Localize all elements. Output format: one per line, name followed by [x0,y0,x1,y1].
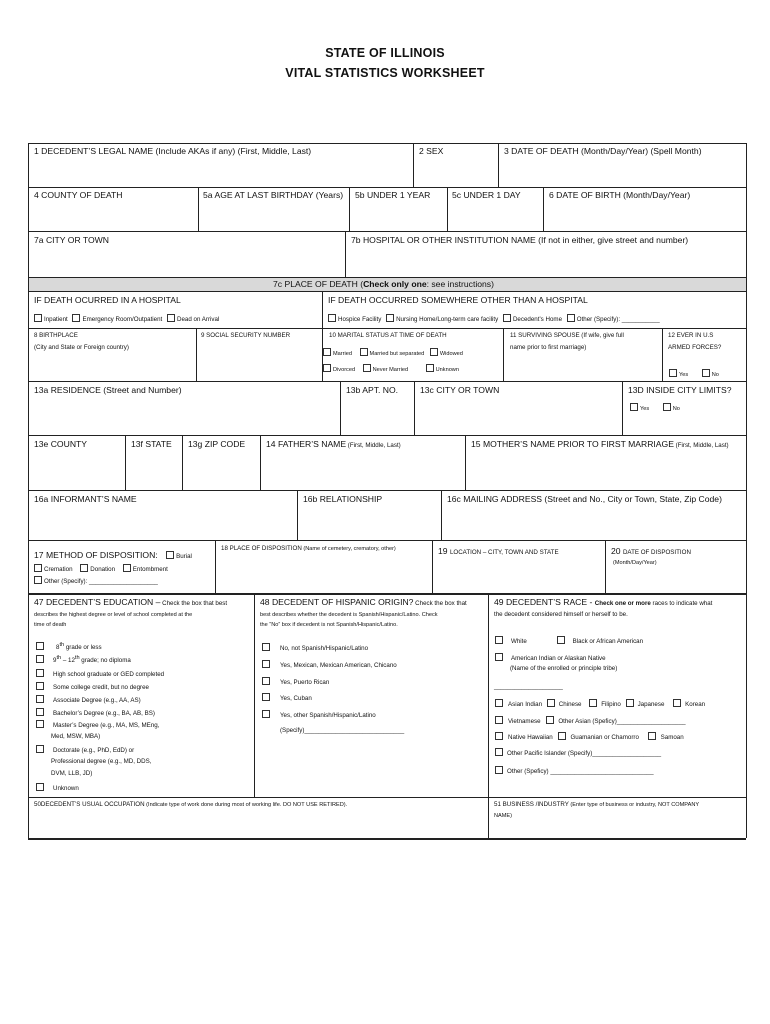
rule [215,540,216,593]
rule [254,593,255,797]
field-51-label: 51 BUSINESS /INDUSTRY [494,801,569,808]
field-13e-county[interactable]: 13e COUNTY [34,439,88,449]
field-13a-residence[interactable]: 13a RESIDENCE (Street and Number) [34,385,182,395]
opt-no[interactable] [663,406,680,412]
opt-label: Other (Speficy) ______________________________ [507,768,654,775]
edu-opt-master-cont: Med, MSW, MBA) [51,733,101,740]
opt-divorced[interactable] [323,367,355,373]
hospital-heading: IF DEATH OCURRED IN A HOSPITAL [34,295,181,305]
field-12-armed-forces-line2: ARMED FORCES? [668,344,722,351]
opt-label: Asian Indian [508,701,543,708]
rule [605,540,606,593]
race-opt-american-indian[interactable] [495,653,606,662]
opt-label: Unknown [53,785,79,792]
checkbox[interactable] [495,653,503,661]
checkbox[interactable] [167,314,175,322]
edu-opt-high-school[interactable] [36,669,164,678]
field-5b-under-1-year[interactable]: 5b UNDER 1 YEAR [355,190,431,200]
opt-yes[interactable] [669,372,688,378]
opt-label: Japanese [637,701,665,708]
checkbox[interactable] [669,369,677,377]
field-14-fathers-name[interactable] [266,439,401,449]
opt-label: Dead on Arrival [177,316,220,323]
checkbox[interactable] [262,660,270,668]
checkbox[interactable] [495,699,503,707]
opt-label: Divorced [333,367,356,373]
rule [28,797,746,798]
rule [182,435,183,490]
opt-never-married[interactable] [363,367,408,373]
checkbox[interactable] [34,564,42,572]
hisp-opt-mexican[interactable] [262,660,397,669]
edu-heading-hint: Check the box that best [160,600,228,607]
field-10-marital-status: 10 MARITAL STATUS AT TIME OF DEATH [329,332,447,339]
rule [349,187,350,231]
opt-label: Native Hawaiian [508,734,553,741]
checkbox[interactable] [386,314,394,322]
opt-label: High school graduate or GED completed [53,671,165,678]
opt-label: Black or African American [572,638,644,645]
checkbox[interactable] [166,551,174,559]
opt-label: Decedent’s Home [512,316,563,323]
non-hospital-options [328,314,660,323]
opt-decedents-home[interactable] [503,316,562,323]
race-opt-japanese[interactable] [626,701,665,708]
checkbox[interactable] [630,403,638,411]
opt-label: Other Asian (Speficy)____________________ [558,718,686,725]
opt-label: Other (Specify): ___________ [576,316,660,323]
field-8-birthplace-hint: (City and State or Foreign country) [34,344,129,351]
opt-sup: th [56,655,62,661]
field-50-hint: (Indicate type of work done during most of working life. DO NOT USE RETIRED). [144,802,348,808]
edu-opt-9-12-grade[interactable] [36,655,131,665]
race-opt-filipino[interactable] [589,701,621,708]
checkbox[interactable] [262,693,270,701]
checkbox[interactable] [558,732,566,740]
checkbox[interactable] [546,716,554,724]
hisp-opt-other[interactable] [262,710,376,719]
opt-hospice[interactable] [328,316,381,323]
field-47-education-heading [34,597,227,607]
rule [543,187,544,231]
field-8-birthplace[interactable]: 8 BIRTHPLACE [34,332,78,339]
checkbox[interactable] [495,636,503,644]
rule [28,540,746,541]
field-20-format: (Month/Day/Year) [613,560,657,566]
race-row-asian [495,699,705,708]
hisp-heading-hint: Check the box that [413,600,467,607]
opt-cremation[interactable] [34,566,73,573]
non-hospital-heading: IF DEATH OCCURRED SOMEWHERE OTHER THAN A HOSPITAL [328,295,588,305]
checkbox[interactable] [648,732,656,740]
opt-sup: th [59,642,65,648]
field-16a-informant-name[interactable]: 16a INFORMANT’S NAME [34,494,137,504]
field-5a-age[interactable]: 5a AGE AT LAST BIRTHDAY (Years) [203,190,344,200]
rule [622,381,623,435]
race-tribe-hint: (Name of the enrolled or principle tribe) [510,665,618,672]
field-2-sex[interactable]: 2 SEX [419,146,444,156]
opt-dead-on-arrival[interactable] [167,316,219,323]
rule [28,143,746,144]
opt-label: grade or less [64,644,102,652]
field-9-ssn[interactable]: 9 SOCIAL SECURITY NUMBER [201,332,291,339]
field-4-county-of-death[interactable]: 4 COUNTY OF DEATH [34,190,123,200]
rule [503,328,504,381]
checkbox[interactable] [80,564,88,572]
hisp-heading-label: 48 DECEDENT OF HISPANIC ORIGIN? [260,597,414,607]
checkbox[interactable] [503,314,511,322]
form-title-state: STATE OF ILLINOIS [325,46,445,60]
edu-description-1: describes the highest degree or level of school completed at the [34,612,193,618]
rule [28,838,746,840]
hisp-opt-no[interactable] [262,643,368,652]
edu-opt-master[interactable] [36,720,159,729]
race-heading-check: Check one or more [594,600,651,607]
checkbox[interactable] [72,314,80,322]
opt-label: Bachelor’s Degree (e.g., BA, AB, BS) [53,710,155,717]
opt-label: Widowed [439,351,463,357]
rule [465,435,466,490]
field-50-usual-occupation[interactable] [34,801,347,809]
race-opt-white[interactable] [495,638,527,645]
field-17-label: 17 METHOD OF DISPOSITION: [34,550,158,560]
armed-forces-options [669,369,719,379]
opt-label: – 12 [61,657,75,665]
rule [28,490,746,491]
opt-label: No [711,372,719,378]
race-opt-guamanian[interactable] [558,734,638,741]
checkbox[interactable] [262,710,270,718]
opt-emergency-room[interactable] [72,316,162,323]
race-opt-other[interactable] [495,766,654,775]
rule [345,231,346,277]
checkbox[interactable] [495,716,503,724]
rule [498,143,499,187]
city-limits-options [630,403,680,413]
opt-label: American Indian or Alaskan Native [511,655,606,662]
opt-unknown[interactable] [426,367,459,373]
field-3-date-of-death[interactable]: 3 DATE OF DEATH (Month/Day/Year) (Spell Month) [504,146,702,156]
race-row-pacific [495,732,684,741]
field-51-hint: (Enter type of business or industry, NOT COMPANY [568,802,700,808]
checkbox[interactable] [702,369,710,377]
checkbox[interactable] [34,576,42,584]
field-50-label: 50DECEDENT’S USUAL OCCUPATION [34,801,145,808]
opt-label: Donation [90,566,116,573]
opt-label: Unknown [435,367,459,373]
rule [28,143,29,838]
opt-label: Hospice Facility [338,316,382,323]
field-13f-state[interactable]: 13f STATE [131,439,172,449]
field-11-surviving-spouse-hint: name prior to first marriage) [510,344,587,351]
edu-opt-8th-grade[interactable] [36,642,102,652]
opt-label: Korean [685,701,706,708]
opt-label: Filipino [601,701,621,708]
rule [322,291,323,328]
checkbox[interactable] [34,314,42,322]
field-19-location[interactable] [438,546,559,556]
checkbox[interactable] [36,720,44,728]
checkbox[interactable] [323,364,331,372]
hisp-specify-line[interactable]: (Specify)_____________________________ [280,727,405,734]
opt-label: grade; no diploma [79,657,131,665]
checkbox[interactable] [360,348,368,356]
race-opt-samoan[interactable] [648,734,684,741]
checkbox[interactable] [262,643,270,651]
rule [662,328,663,381]
opt-married[interactable] [323,351,352,357]
checkbox[interactable] [36,655,44,663]
opt-label: Entombment [132,566,168,573]
field-14-hint: (First, Middle, Last) [346,442,401,449]
field-5c-under-1-day[interactable]: 5c UNDER 1 DAY [452,190,521,200]
opt-label: Married [333,351,352,357]
disposition-options-row [34,564,168,573]
field-18-place-of-disposition[interactable] [221,545,396,553]
field-49-race-heading [494,597,712,607]
marital-row-2 [323,364,459,374]
marital-row-1 [323,348,463,358]
rule [746,143,747,838]
opt-entombment[interactable] [123,566,168,573]
race-row-white-black [495,636,643,645]
hisp-opt-puerto-rican[interactable] [262,677,329,686]
race-opt-chinese[interactable] [547,701,582,708]
rule [28,277,746,278]
opt-label: Master’s Degree (e.g., MA, MS, MEng, [53,722,160,729]
edu-opt-some-college[interactable] [36,682,149,691]
field-7b-hospital[interactable]: 7b HOSPITAL OR OTHER INSTITUTION NAME (If not in either, give street and number) [351,235,689,245]
opt-label: White [511,638,527,645]
opt-yes[interactable] [630,406,649,412]
rule [125,435,126,490]
field-15-label: 15 MOTHER’S NAME PRIOR TO FIRST MARRIAGE [471,439,674,449]
checkbox[interactable] [495,732,503,740]
field-1-decedent-legal-name[interactable]: 1 DECEDENT’S LEGAL NAME (Include AKAs if any) (First, Middle, Last) [34,146,312,156]
field-6-date-of-birth[interactable]: 6 DATE OF BIRTH (Month/Day/Year) [549,190,691,200]
opt-label: Cremation [44,566,73,573]
checkbox[interactable] [36,682,44,690]
opt-label: Doctorate (e.g., PhD, EdD) or [53,747,135,754]
hisp-description-1: best describes whether the decedent is Spanish/Hispanic/Latino. Check [260,612,438,618]
opt-label: Yes, other Spanish/Hispanic/Latino [280,712,376,719]
opt-label: Married but separated [369,351,425,357]
opt-label: Samoan [660,734,684,741]
hospital-options [34,314,219,323]
opt-married-separated[interactable] [360,351,425,357]
opt-other-specify[interactable] [567,316,660,323]
opt-label: Yes, Mexican, Mexican American, Chicano [280,662,397,669]
opt-label: Associate Degree (e.g., AA, AS) [53,697,141,704]
place-pre: 7c PLACE OF DEATH ( [273,279,364,289]
hisp-opt-cuban[interactable] [262,693,312,702]
rule [28,231,746,232]
field-15-mothers-name[interactable] [471,439,729,449]
checkbox[interactable] [36,708,44,716]
opt-label: Yes [679,372,689,378]
opt-label: 8 [56,644,60,652]
rule [260,435,261,490]
opt-label: Guamanian or Chamorro [570,734,639,741]
field-13d-inside-city-limits: 13D INSIDE CITY LIMITS? [628,385,732,395]
field-20-hint: DATE OF DISPOSITION [622,549,691,556]
opt-label: No [672,406,680,412]
opt-label: 9 [53,657,57,665]
opt-label: Inpatient [44,316,68,323]
checkbox[interactable] [547,699,555,707]
rule [28,593,746,595]
checkbox[interactable] [36,669,44,677]
field-17-method-of-disposition [34,550,192,560]
field-14-label: 14 FATHER’S NAME [266,439,347,449]
rule [447,187,448,231]
edu-heading-label: 47 DECEDENT’S EDUCATION – [34,597,161,607]
rule [413,143,414,187]
opt-other-disposition[interactable] [34,576,158,585]
field-16c-mailing-address[interactable]: 16c MAILING ADDRESS (Street and No., City or Town, State, Zip Code) [447,494,722,504]
race-opt-other-asian[interactable] [546,718,685,725]
form-title-worksheet: VITAL STATISTICS WORKSHEET [285,66,485,80]
rule [488,593,489,838]
rule [28,291,746,292]
opt-label: No, not Spanish/Hispanic/Latino [280,645,369,652]
field-13b-apt-no[interactable]: 13b APT. NO. [346,385,399,395]
rule [28,328,746,329]
field-16b-relationship[interactable]: 16b RELATIONSHIP [303,494,383,504]
opt-label: Some college credit, but no degree [53,684,149,691]
field-51-hint-cont: NAME) [494,813,513,819]
checkbox[interactable] [328,314,336,322]
field-7a-city-or-town[interactable]: 7a CITY OR TOWN [34,235,109,245]
rule [297,490,298,540]
checkbox[interactable] [36,745,44,753]
opt-inpatient[interactable] [34,316,68,323]
opt-sup: th [74,655,80,661]
checkbox[interactable] [36,783,44,791]
opt-label: Vietnamese [508,718,541,725]
checkbox[interactable] [363,364,371,372]
field-51-business-industry[interactable] [494,801,699,809]
field-19-hint: LOCATION – CITY, TOWN AND STATE [449,549,559,556]
checkbox[interactable] [495,766,503,774]
rule [414,381,415,435]
checkbox[interactable] [323,348,331,356]
checkbox[interactable] [36,642,44,650]
race-opt-asian-indian[interactable] [495,701,542,708]
opt-label: Yes [640,406,650,412]
field-7c-place-of-death-heading [273,279,494,289]
checkbox[interactable] [626,699,634,707]
checkbox[interactable] [663,403,671,411]
field-15-hint: (First, Middle, Last) [673,442,729,449]
checkbox[interactable] [262,677,270,685]
opt-donation[interactable] [80,566,115,573]
edu-description-2: time of death [34,622,67,628]
opt-burial[interactable] [166,553,192,560]
race-heading-label: 49 DECEDENT’S RACE - [494,597,595,607]
checkbox[interactable] [673,699,681,707]
opt-label: Chinese [558,701,582,708]
field-13c-city-or-town[interactable]: 13c CITY OR TOWN [420,385,500,395]
checkbox[interactable] [123,564,131,572]
edu-opt-bachelor[interactable] [36,708,155,717]
checkbox[interactable] [589,699,597,707]
edu-opt-associate[interactable] [36,695,141,704]
field-48-hispanic-heading [260,597,467,607]
checkbox[interactable] [557,636,565,644]
race-heading-hint: races to indicate what [650,600,713,607]
race-opt-other-pacific[interactable] [495,748,661,757]
rule [28,187,746,188]
race-opt-vietnamese[interactable] [495,718,541,725]
opt-label: Burial [176,553,192,560]
opt-label: Nursing Home/Long-term care facility [396,316,499,323]
field-11-surviving-spouse[interactable]: 11 SURVIVING SPOUSE (If wife, give full [510,332,624,339]
checkbox[interactable] [426,364,434,372]
opt-label: Other Pacific Islander (Specify)____________________ [507,750,662,757]
opt-no[interactable] [702,372,719,378]
edu-opt-doctorate[interactable] [36,745,134,754]
opt-label: Emergency Room/Outpatient [82,316,163,323]
rule [198,187,199,231]
opt-label: Yes, Cuban [280,695,312,702]
opt-label: Other (Specify): ____________________ [44,578,158,585]
race-opt-native-hawaiian[interactable] [495,734,553,741]
field-13g-zip-code[interactable]: 13g ZIP CODE [188,439,246,449]
field-18-hint: (Name of cemetery, crematory, other) [301,546,396,552]
race-row-vietnamese [495,716,686,725]
field-19-label: 19 [438,546,450,556]
rule [196,328,197,381]
rule [28,435,746,436]
rule [340,381,341,435]
field-12-armed-forces: 12 EVER IN U.S [668,332,714,339]
rule [432,540,433,593]
rule [28,381,746,382]
field-20-date-of-disposition[interactable] [611,546,691,556]
checkbox[interactable] [36,695,44,703]
place-check-only-one: Check only one [363,279,427,289]
edu-opt-unknown[interactable] [36,783,79,792]
field-18-label: 18 PLACE OF DISPOSITION [221,545,302,552]
opt-label: Yes, Puerto Rican [280,679,330,686]
checkbox[interactable] [567,314,575,322]
race-opt-black[interactable] [557,638,644,645]
place-post: : see instructions) [426,279,494,289]
hisp-description-2: the “No” box if decedent is not Spanish/Hispanic/Latino. [260,622,398,628]
race-tribe-line[interactable]: ____________________ [494,683,563,690]
checkbox[interactable] [430,348,438,356]
race-description: the decedent considered himself or herself to be. [494,611,628,618]
rule [441,490,442,540]
checkbox[interactable] [495,748,503,756]
field-20-label: 20 [611,546,623,556]
race-opt-korean[interactable] [673,701,705,708]
opt-label: Never Married [372,367,409,373]
opt-widowed[interactable] [430,351,463,357]
edu-opt-doctorate-cont: Professional degree (e.g., MD, DDS, [51,758,152,765]
edu-opt-doctorate-cont2: DVM, LLB, JD) [51,770,93,777]
opt-nursing-home[interactable] [386,316,498,323]
